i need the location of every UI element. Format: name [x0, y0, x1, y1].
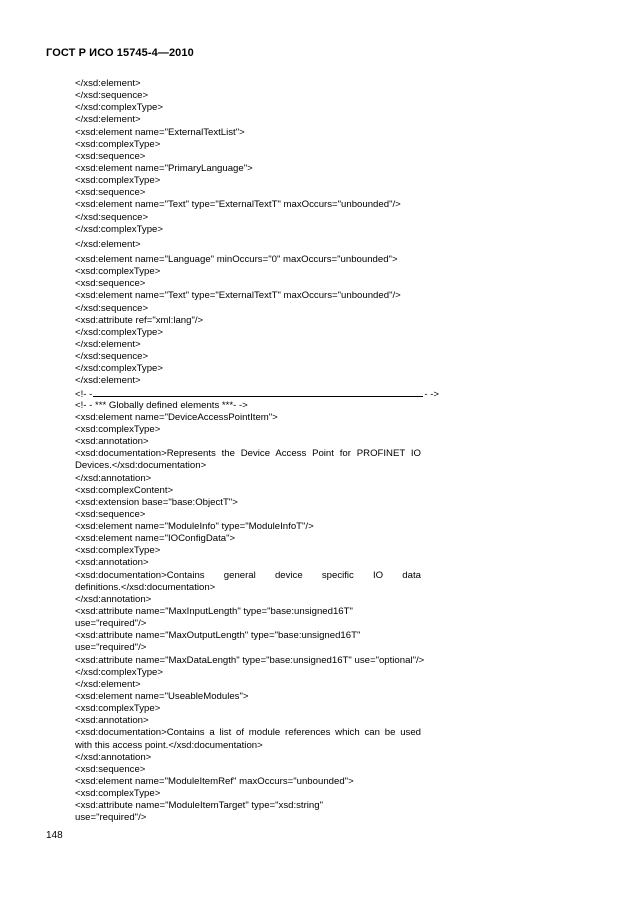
page-number: 148: [46, 830, 63, 841]
code-line: </xsd:annotation>: [75, 593, 152, 605]
code-line: <xsd:documentation>Contains general device specific IO data: [75, 569, 421, 581]
code-line: </xsd:sequence>: [75, 211, 149, 223]
code-line: </xsd:complexType>: [75, 363, 163, 375]
code-line: <xsd:complexType>: [75, 266, 161, 278]
code-line: <xsd:sequence>: [75, 763, 146, 775]
code-line: <xsd:attribute name="MaxOutputLength" type="base:unsigned16T": [75, 630, 361, 642]
code-line: <xsd:complexType>: [75, 703, 161, 715]
code-line: </xsd:element>: [75, 238, 141, 250]
code-line: <xsd:element name="Language" minOccurs="0" maxOccurs="unbounded">: [75, 253, 398, 265]
code-line: <xsd:sequence>: [75, 278, 146, 290]
code-line: <xsd:sequence>: [75, 508, 146, 520]
code-line: use="required"/>: [75, 618, 147, 630]
code-line: </xsd:annotation>: [75, 472, 152, 484]
code-line: <xsd:element name="UseableModules">: [75, 691, 249, 703]
code-line: </xsd:sequence>: [75, 302, 149, 314]
code-line: <xsd:complexType>: [75, 175, 161, 187]
code-line: definitions.</xsd:documentation>: [75, 581, 216, 593]
code-line: <xsd:documentation>Represents the Device Access Point for PROFINET IO: [75, 448, 421, 460]
code-line: </xsd:sequence>: [75, 90, 149, 102]
comment-separator-line: [75, 388, 439, 400]
code-line: </xsd:element>: [75, 338, 141, 350]
code-line: <!- - *** Globally defined elements ***- ->: [75, 399, 248, 411]
code-line: <xsd:element name="DeviceAccessPointItem">: [75, 411, 278, 423]
code-line: <xsd:element name="IOConfigData">: [75, 533, 236, 545]
code-line: <xsd:attribute name="MaxDataLength" type="base:unsigned16T" use="optional"/>: [75, 654, 425, 666]
code-line: use="required"/>: [75, 812, 147, 824]
code-line: <xsd:complexType>: [75, 545, 161, 557]
code-line: </xsd:complexType>: [75, 326, 163, 338]
comment-open: <!- -: [75, 388, 93, 400]
code-line: <xsd:complexType>: [75, 138, 161, 150]
code-line: <xsd:extension base="base:ObjectT">: [75, 496, 238, 508]
code-line: <xsd:element name="Text" type="ExternalTextT" maxOccurs="unbounded"/>: [75, 290, 401, 302]
code-line: <xsd:attribute name="ModuleItemTarget" type="xsd:string": [75, 800, 323, 812]
code-line: </xsd:complexType>: [75, 666, 163, 678]
code-line: <xsd:attribute ref="xml:lang"/>: [75, 314, 204, 326]
code-line: </xsd:annotation>: [75, 751, 152, 763]
code-line: <xsd:annotation>: [75, 436, 149, 448]
code-line: </xsd:element>: [75, 375, 141, 387]
code-line: <xsd:complexContent>: [75, 484, 174, 496]
code-line: <xsd:annotation>: [75, 557, 149, 569]
code-line: </xsd:complexType>: [75, 223, 163, 235]
code-line: <xsd:element name="PrimaryLanguage">: [75, 162, 253, 174]
code-line: <xsd:element name="ModuleInfo" type="ModuleInfoT"/>: [75, 521, 314, 533]
code-line: </xsd:element>: [75, 114, 141, 126]
code-line: </xsd:element>: [75, 78, 141, 89]
code-line: <xsd:element name="ModuleItemRef" maxOccurs="unbounded">: [75, 776, 354, 788]
code-line: Devices.</xsd:documentation>: [75, 460, 207, 472]
code-line: </xsd:complexType>: [75, 102, 163, 114]
code-line: <xsd:sequence>: [75, 187, 146, 199]
separator-rule: [93, 388, 423, 397]
code-line: <xsd:documentation>Contains a list of module references which can be used: [75, 727, 421, 739]
code-line: <xsd:element name="ExternalTextList">: [75, 126, 245, 138]
code-line: <xsd:complexType>: [75, 423, 161, 435]
code-line: <xsd:complexType>: [75, 788, 161, 800]
code-line: <xsd:sequence>: [75, 150, 146, 162]
document-header: ГОСТ Р ИСО 15745-4—2010: [46, 47, 194, 59]
code-line: with this access point.</xsd:documentation>: [75, 739, 263, 751]
code-line: </xsd:sequence>: [75, 351, 149, 363]
code-line: use="required"/>: [75, 642, 147, 654]
code-line: <xsd:annotation>: [75, 715, 149, 727]
code-line: <xsd:attribute name="MaxInputLength" type="base:unsigned16T": [75, 606, 353, 618]
code-line: <xsd:element name="Text" type="ExternalTextT" maxOccurs="unbounded"/>: [75, 199, 401, 211]
code-listing: [75, 78, 439, 825]
code-line: </xsd:element>: [75, 678, 141, 690]
comment-close: - ->: [424, 388, 439, 400]
